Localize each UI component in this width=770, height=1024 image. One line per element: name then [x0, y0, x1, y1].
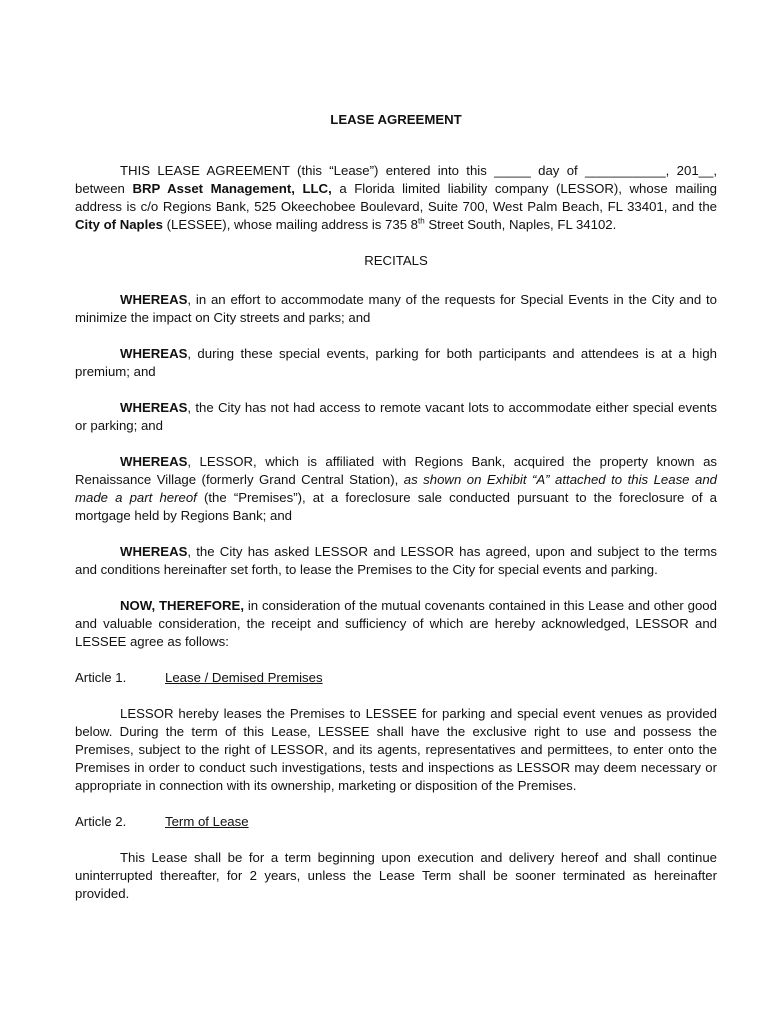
recital-text: (the “Premises”), at a foreclosure sale conducted pursuant to the foreclosure of a mortgage held by Regions Bank; and [75, 490, 717, 523]
recital-text: , LESSOR, which is affiliated with Regions Bank, acquired the property known as Renaissance Village (formerly Grand Central Station), [75, 454, 717, 487]
recital-text: , the City has not had access to remote vacant lots to accommodate either special events or parking; and [75, 400, 717, 433]
lessee-name: City of Naples [75, 217, 163, 232]
recitals-heading: RECITALS [364, 253, 428, 268]
document-title: LEASE AGREEMENT [330, 112, 462, 127]
article-1-heading [75, 669, 717, 687]
article-2-body: This Lease shall be for a term beginning upon execution and delivery hereof and shall continue uninterrupted thereafter, for 2 years, unless the Lease Term shall be sooner terminated as hereinafter provided. [75, 850, 717, 901]
recital-3 [75, 399, 717, 435]
article-1-body: LESSOR hereby leases the Premises to LESSEE for parking and special event venues as provided below. During the term of this Lease, LESSEE shall have the exclusive right to use and possess the Premises, subject to the right of LESSOR, and its agents, representatives and permittees, to enter onto the Premises in order to conduct such investigations, tests and inspections as LESSOR may deem necessary or appropriate in connection with its ownership, marketing or disposition of the Premises. [75, 706, 717, 793]
intro-text-3: (LESSEE), whose mailing address is 735 8 [162, 217, 419, 232]
article-2-heading [75, 813, 717, 831]
recital-5 [75, 543, 717, 579]
whereas-label: WHEREAS [120, 346, 188, 361]
recital-text: , the City has asked LESSOR and LESSOR has agreed, upon and subject to the terms and conditions hereinafter set forth, to lease the Premises to the City for special events and parking. [75, 544, 717, 577]
whereas-label: WHEREAS [120, 292, 188, 307]
whereas-label: WHEREAS [120, 544, 188, 559]
recital-2 [75, 345, 717, 381]
recital-text: , during these special events, parking for both participants and attendees is at a high premium; and [75, 346, 717, 379]
lessor-name: BRP Asset Management, LLC, [132, 181, 332, 196]
article-number: Article 2. [75, 814, 127, 829]
now-therefore-text: in consideration of the mutual covenants contained in this Lease and other good and valuable consideration, the receipt and sufficiency of which are hereby acknowledged, LESSOR and LESSEE agree as follows: [75, 598, 717, 649]
recital-text: , in an effort to accommodate many of the requests for Special Events in the City and to minimize the impact on City streets and parks; and [75, 292, 717, 325]
intro-text-2: a Florida limited liability company (LESSOR), whose mailing address is c/o Regions Bank, 525 Okeechobee Boulevard, Suite 700, West Palm Beach, FL 33401, and the [75, 181, 717, 214]
exhibit-reference: as shown on Exhibit “A” attached to this Lease and made a part hereof [75, 472, 717, 505]
now-therefore-label: NOW, THEREFORE, [120, 598, 244, 613]
intro-text-4: Street South, Naples, FL 34102. [424, 217, 617, 232]
intro-paragraph [75, 162, 717, 234]
recital-1 [75, 291, 717, 327]
whereas-label: WHEREAS [120, 400, 188, 415]
now-therefore-paragraph [75, 597, 717, 651]
article-number: Article 1. [75, 670, 127, 685]
whereas-label: WHEREAS [120, 454, 188, 469]
recital-4 [75, 453, 717, 525]
article-title: Term of Lease [165, 814, 249, 829]
article-title: Lease / Demised Premises [165, 670, 323, 685]
intro-text-1: THIS LEASE AGREEMENT (this “Lease”) entered into this _____ day of ___________, 201__, between [75, 163, 717, 196]
ordinal-superscript: th [418, 216, 425, 226]
